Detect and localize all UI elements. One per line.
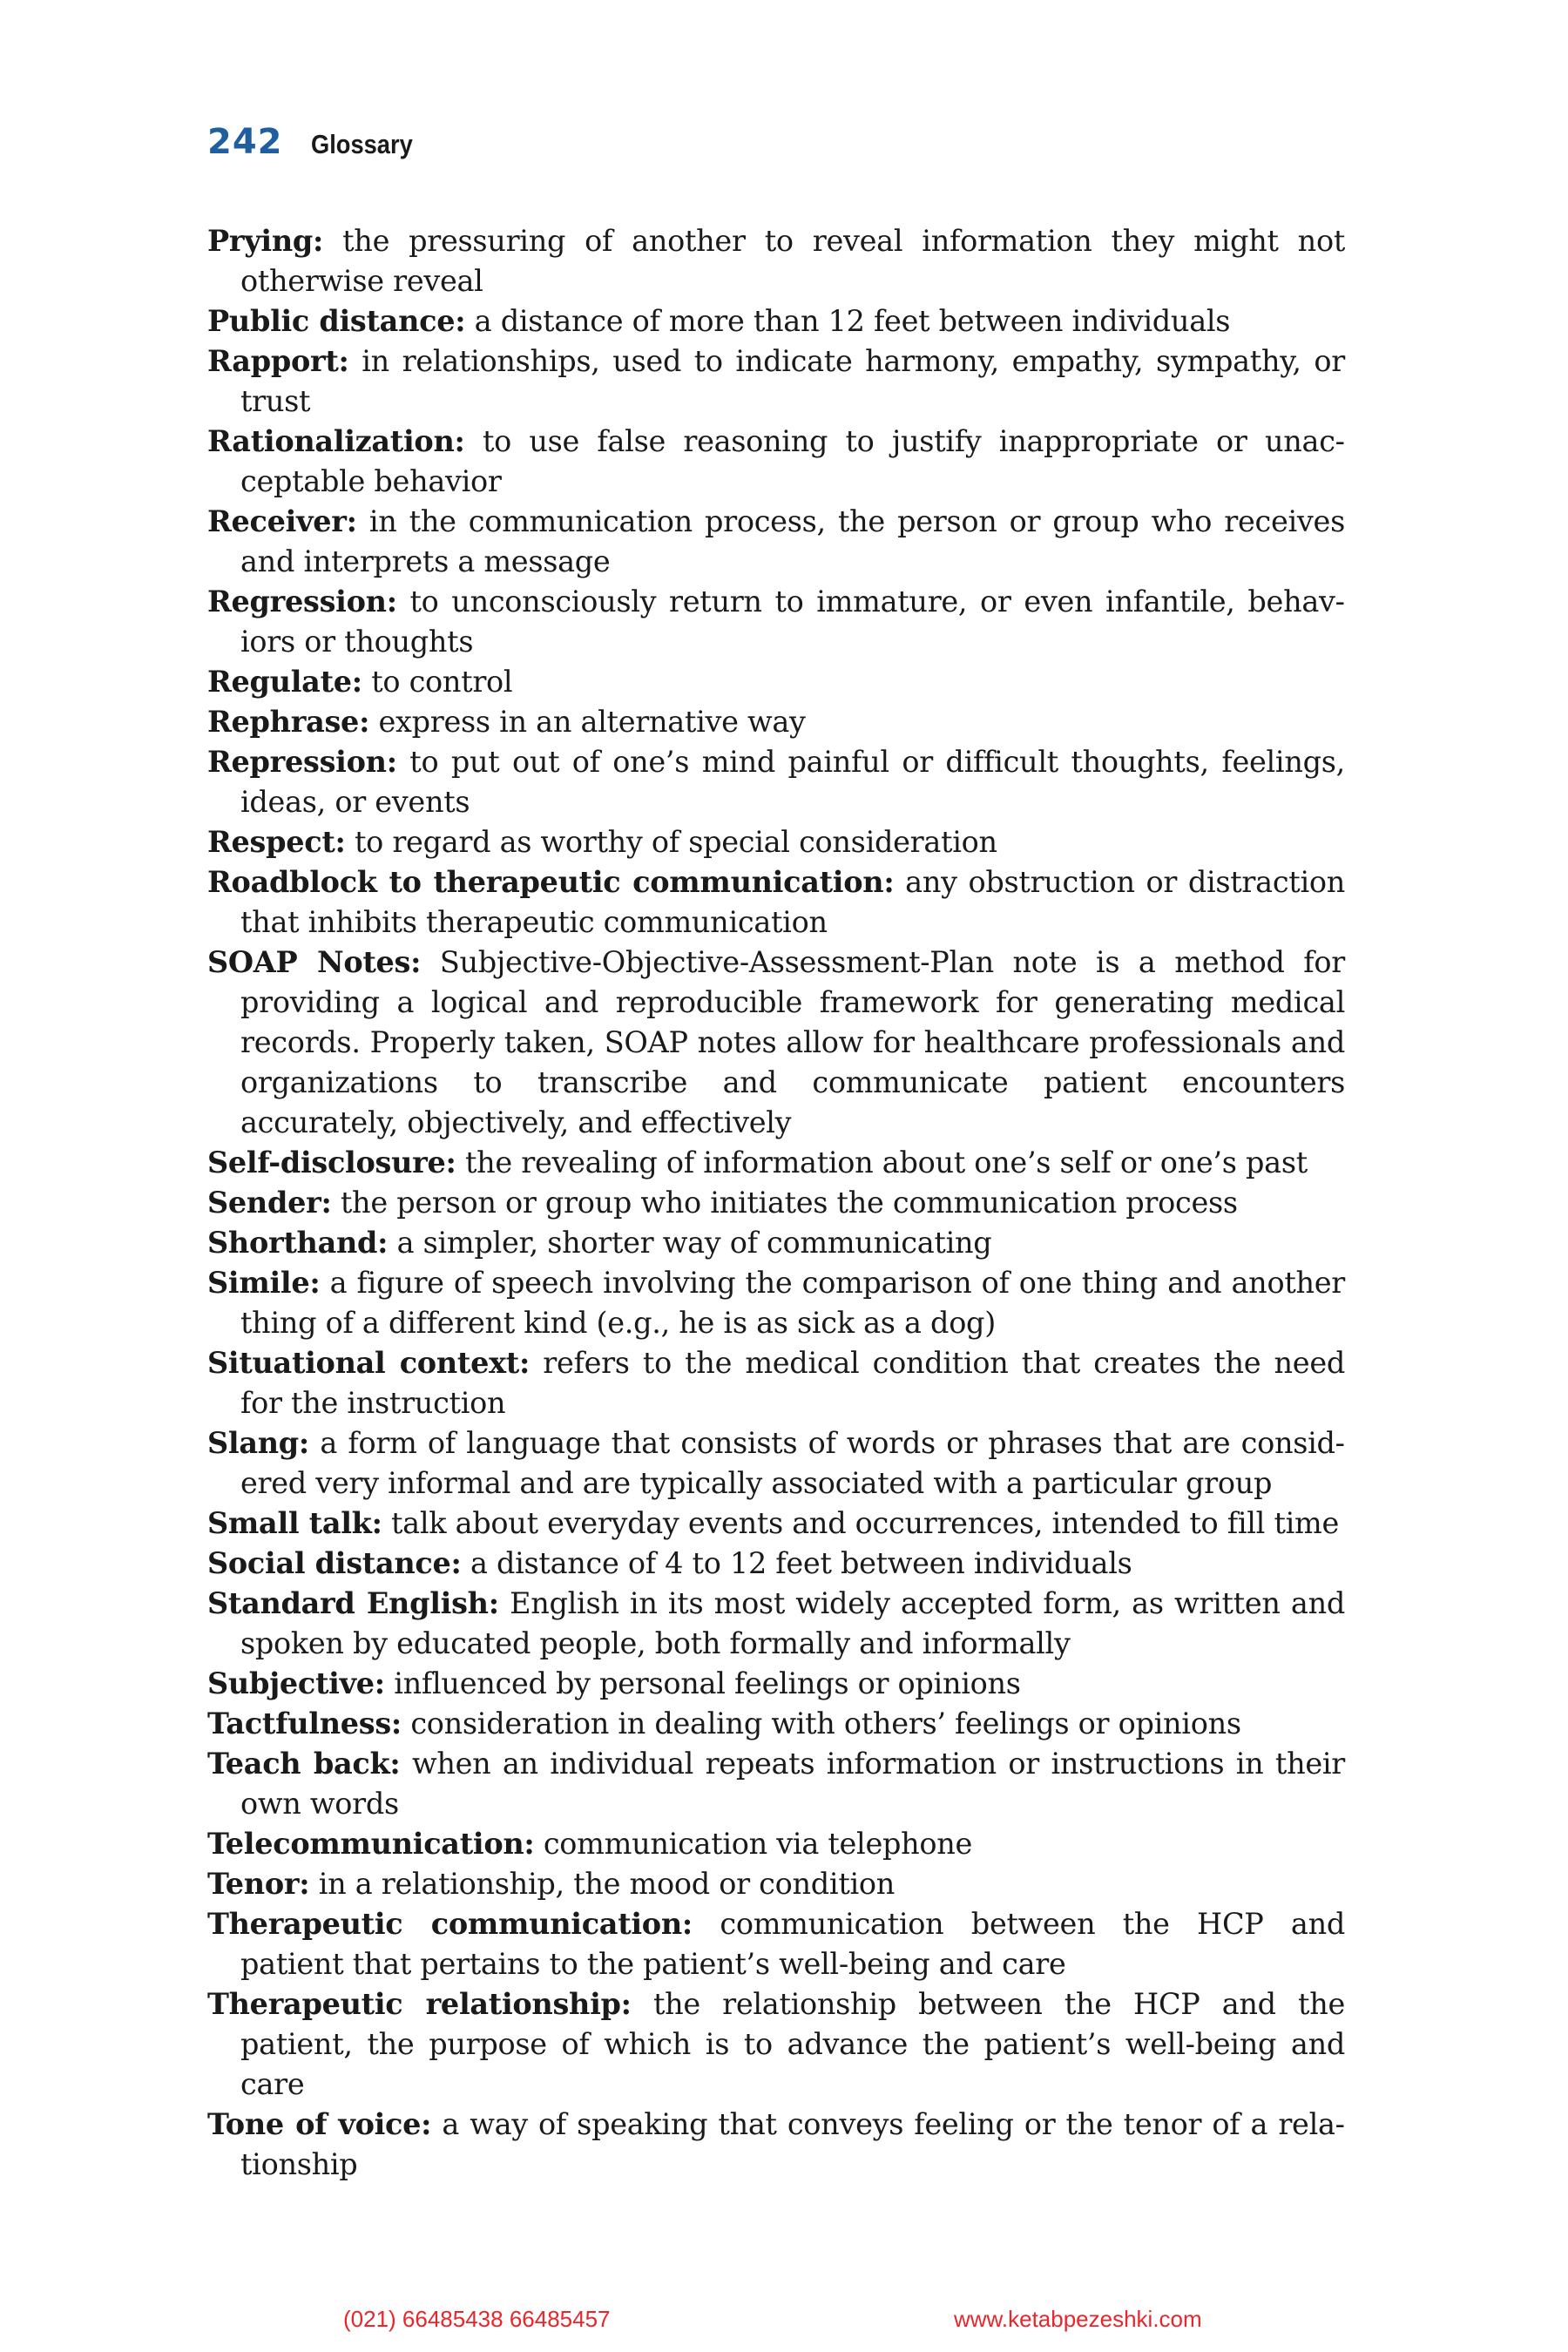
glossary-entry (207, 1664, 1345, 1704)
glossary-term: Small talk: (207, 1506, 382, 1540)
glossary-term: Regression: (207, 585, 397, 618)
section-title: Glossary (310, 129, 413, 159)
glossary-term: Tenor: (207, 1867, 310, 1901)
glossary-term: Public distance: (207, 304, 466, 338)
glossary-entry (207, 662, 1345, 702)
glossary-term: Rapport: (207, 344, 349, 378)
glossary-definition: a simpler, shorter way of communicating (396, 1226, 992, 1260)
glossary-term: Rephrase: (207, 705, 370, 739)
page-header (207, 122, 426, 162)
glossary-entry (207, 1263, 1345, 1343)
glossary-definition: when an individual repeats information or instructions in their own words (240, 1747, 1345, 1821)
glossary-entry (207, 1744, 1345, 1824)
glossary-term: Prying: (207, 224, 324, 258)
glossary-term: SOAP Notes: (207, 945, 422, 979)
glossary-term: Self-disclosure: (207, 1146, 456, 1179)
glossary-definition: talk about everyday events and occurrences, intended to fill time (391, 1506, 1340, 1540)
glossary-term: Therapeutic relationship: (207, 1987, 632, 2021)
glossary-term: Teach back: (207, 1747, 401, 1781)
glossary-entry (207, 822, 1345, 862)
glossary-term: Therapeutic communication: (207, 1907, 693, 1941)
glossary-definition: in the communication process, the person or group who receives and interprets a message (240, 504, 1345, 578)
glossary-term: Roadblock to therapeutic communication: (207, 865, 895, 899)
glossary-list (207, 221, 1345, 2185)
glossary-definition: influenced by personal feelings or opinions (394, 1666, 1021, 1700)
glossary-definition: to use false reasoning to justify inappropriate or unacceptable behavior (240, 424, 1345, 498)
glossary-definition: any obstruction or distraction that inhibits therapeutic communication (240, 865, 1345, 939)
glossary-definition: refers to the medical condition that creates the need for the instruction (240, 1346, 1345, 1420)
footer-website: www.ketabpezeshki.com (954, 2306, 1202, 2332)
glossary-entry (207, 1423, 1345, 1504)
glossary-entry (207, 1223, 1345, 1263)
glossary-entry (207, 1864, 1345, 1904)
glossary-term: Standard English: (207, 1586, 499, 1620)
glossary-definition: to regard as worthy of special consideration (354, 825, 997, 859)
glossary-definition: a figure of speech involving the comparison of one thing and another thing of a different kind (e.g., he is as sick as a dog) (240, 1266, 1346, 1340)
glossary-entry (207, 1183, 1345, 1223)
glossary-entry (207, 702, 1345, 742)
glossary-definition: Subjective-Objective-Assessment-Plan note is a method for providing a logical and reproducible framework for generating medical records. Properly taken, SOAP notes allow for healthcare professionals and organizations to transcribe and communicate patient encounters accurately, objectively, and effectively (240, 945, 1345, 1139)
glossary-definition: to control (371, 665, 513, 699)
glossary-term: Simile: (207, 1266, 321, 1300)
glossary-entry (207, 1584, 1345, 1664)
glossary-definition: a distance of more than 12 feet between individuals (474, 304, 1231, 338)
glossary-definition: a distance of 4 to 12 feet between individuals (470, 1546, 1132, 1580)
glossary-term: Sender: (207, 1186, 332, 1220)
glossary-entry (207, 1704, 1345, 1744)
glossary-entry (207, 1824, 1345, 1864)
glossary-term: Regulate: (207, 665, 362, 699)
glossary-term: Subjective: (207, 1666, 385, 1700)
glossary-definition: English in its most widely accepted form, as written and spoken by educated people, both formally and informally (240, 1586, 1345, 1660)
glossary-definition: consideration in dealing with others’ feelings or opinions (410, 1707, 1241, 1740)
glossary-term: Situational context: (207, 1346, 531, 1380)
glossary-definition: in relationships, used to indicate harmony, empathy, sympathy, or trust (240, 344, 1345, 418)
glossary-definition: to unconsciously return to immature, or even infantile, behaviors or thoughts (240, 585, 1345, 659)
glossary-definition: the relationship between the HCP and the patient, the purpose of which is to advance the patient’s well-being and care (240, 1987, 1345, 2101)
glossary-term: Tactfulness: (207, 1707, 402, 1740)
glossary-entry (207, 221, 1345, 301)
glossary-entry (207, 1504, 1345, 1544)
glossary-entry (207, 422, 1345, 502)
glossary-entry (207, 301, 1345, 341)
glossary-entry (207, 1544, 1345, 1584)
glossary-entry (207, 862, 1345, 943)
glossary-definition: the pressuring of another to reveal information they might not otherwise reveal (240, 224, 1345, 298)
glossary-definition: communication via telephone (543, 1827, 973, 1861)
glossary-entry (207, 1984, 1345, 2105)
glossary-entry (207, 1143, 1345, 1183)
glossary-entry (207, 1343, 1345, 1423)
glossary-definition: express in an alternative way (378, 705, 806, 739)
glossary-definition: to put out of one’s mind painful or difficult thoughts, feelings, ideas, or events (240, 745, 1345, 819)
glossary-entry (207, 582, 1345, 662)
footer-phone: (021) 66485438 66485457 (343, 2306, 611, 2332)
glossary-term: Receiver: (207, 504, 357, 538)
glossary-definition: a form of language that consists of words or phrases that are considered very informal and are typically associated with a particular group (240, 1426, 1345, 1500)
glossary-entry (207, 2105, 1345, 2185)
glossary-entry (207, 1904, 1345, 1984)
glossary-definition: the revealing of information about one’s self or one’s past (464, 1146, 1308, 1179)
glossary-entry (207, 943, 1345, 1143)
glossary-entry (207, 742, 1345, 822)
glossary-definition: in a relationship, the mood or condition (318, 1867, 896, 1901)
glossary-term: Respect: (207, 825, 346, 859)
page-number: 242 (207, 122, 283, 162)
glossary-term: Telecommunication: (207, 1827, 535, 1861)
glossary-term: Repression: (207, 745, 397, 779)
glossary-term: Rationalization: (207, 424, 465, 458)
glossary-term: Slang: (207, 1426, 309, 1460)
glossary-definition: a way of speaking that conveys feeling or the tenor of a relationship (240, 2107, 1345, 2181)
glossary-definition: communication between the HCP and patient that pertains to the patient’s well-being and care (240, 1907, 1345, 1981)
glossary-term: Shorthand: (207, 1226, 389, 1260)
glossary-term: Tone of voice: (207, 2107, 432, 2141)
glossary-definition: the person or group who initiates the communication process (340, 1186, 1238, 1220)
glossary-entry (207, 502, 1345, 582)
glossary-entry (207, 341, 1345, 422)
glossary-term: Social distance: (207, 1546, 462, 1580)
